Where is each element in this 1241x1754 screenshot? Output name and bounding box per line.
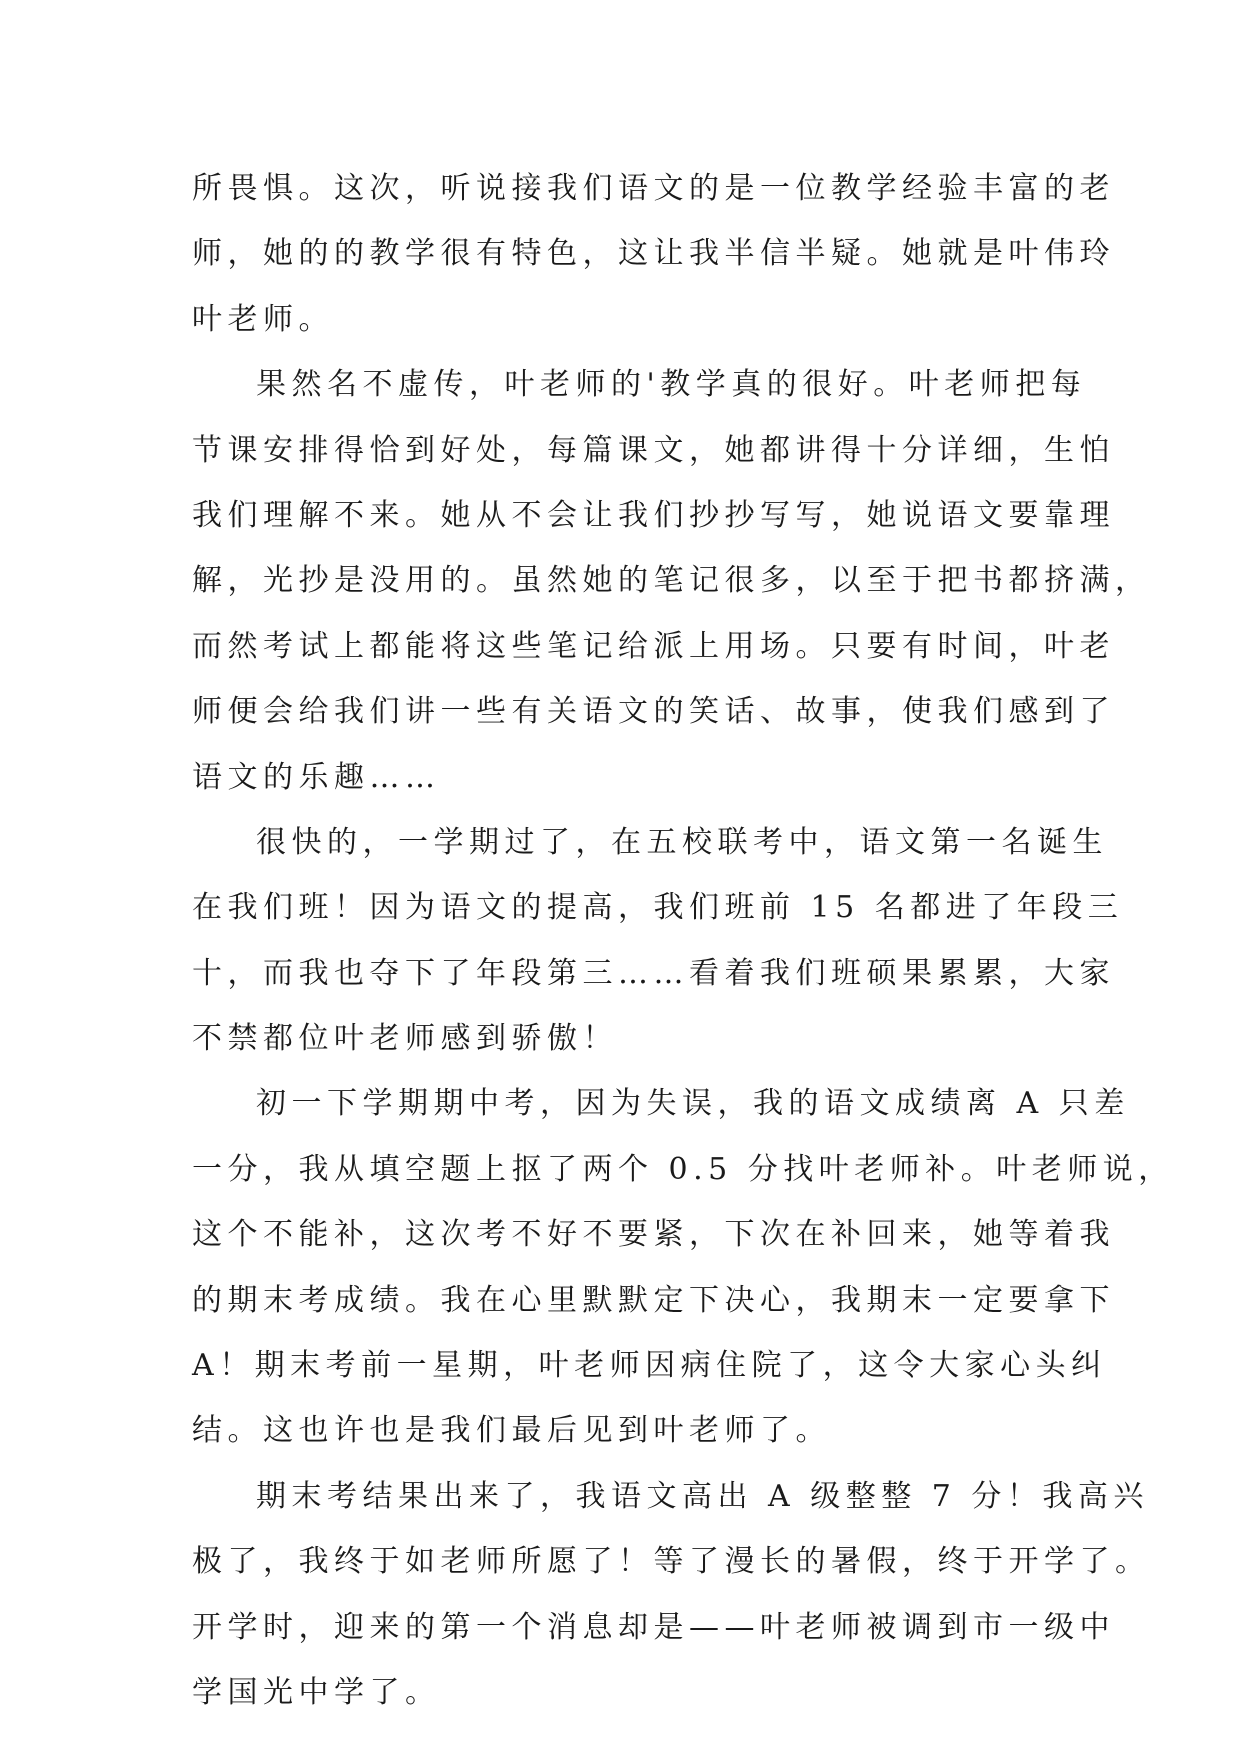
text-line: 所畏惧。这次，听说接我们语文的是一位教学经验丰富的老 [192,171,1115,206]
text-line: 叶老师。 [192,301,334,337]
text-line: 节课安排得恰到好处，每篇课文，她都讲得十分详细，生怕 [192,432,1115,468]
text-line: 这个不能补，这次考不好不要紧，下次在补回来，她等着我 [192,1217,1115,1253]
paragraph-first-line: 很快的，一学期过了，在五校联考中，语文第一名诞生 [256,824,1108,860]
text-line: 开学时，迎来的第一个消息却是——叶老师被调到市一级中 [192,1609,1115,1645]
text-line: 结。这也许也是我们最后见到叶老师了。 [192,1413,831,1449]
paragraph-first-line: 初一下学期期中考，因为失误，我的语文成绩离 A 只差 [256,1086,1130,1122]
text-line: 我们理解不来。她从不会让我们抄抄写写，她说语文要靠理 [192,497,1115,533]
document-page [192,156,1174,1725]
text-line: 不禁都位叶老师感到骄傲！ [192,1021,618,1057]
text-line: 解，光抄是没用的。虽然她的笔记很多，以至于把书都挤满， [192,563,1151,599]
text-line: 语文的乐趣…… [192,759,441,795]
text-line: A！期末考前一星期，叶老师因病住院了，这令大家心头纠 [192,1348,1107,1384]
text-line: 十，而我也夺下了年段第三……看着我们班硕果累累，大家 [192,955,1115,991]
text-line: 师，她的的教学很有特色，这让我半信半疑。她就是叶伟玲 [192,236,1115,272]
text-line: 而然考试上都能将这些笔记给派上用场。只要有时间，叶老 [192,628,1115,664]
text-line: 学国光中学了。 [192,1674,441,1710]
text-line: 一分，我从填空题上抠了两个 0.5 分找叶老师补。叶老师说， [192,1151,1174,1187]
text-line: 的期末考成绩。我在心里默默定下决心，我期末一定要拿下 [192,1282,1115,1318]
text-line: 师便会给我们讲一些有关语文的笑话、故事，使我们感到了 [192,694,1115,730]
paragraph-first-line: 果然名不虚传，叶老师的'教学真的很好。叶老师把每 [256,367,1087,403]
paragraph-first-line: 期末考结果出来了，我语文高出 A 级整整 7 分！我高兴 [256,1478,1149,1514]
text-line: 极了，我终于如老师所愿了！等了漫长的暑假，终于开学了。 [192,1544,1151,1580]
text-line: 在我们班！因为语文的提高，我们班前 15 名都进了年段三 [192,890,1124,926]
